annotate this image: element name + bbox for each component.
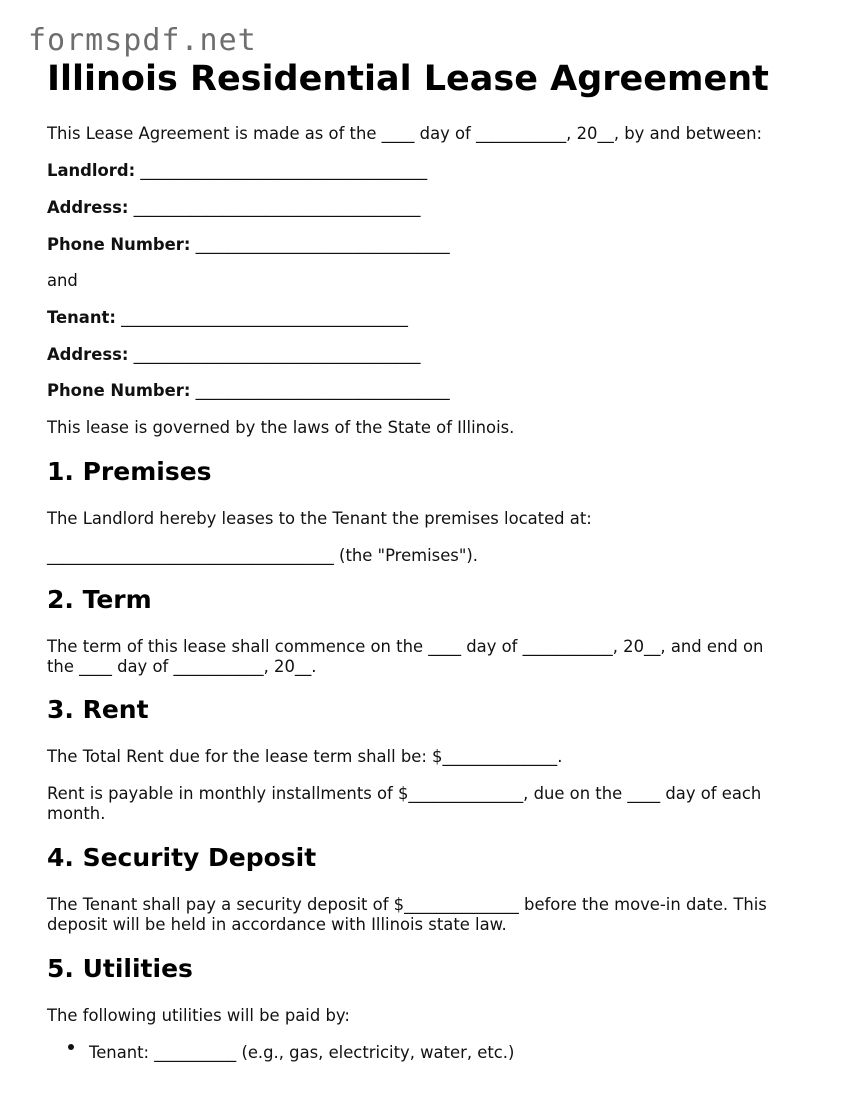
- term-text: The term of this lease shall commence on the ____ day of ___________, 20__, and end on the ____ day of ___________, 20__.: [47, 637, 764, 676]
- governing-law-text: This lease is governed by the laws of the State of Illinois.: [47, 418, 515, 437]
- landlord-address-blank[interactable]: ___________________________________: [133, 198, 421, 217]
- rent-total-text: The Total Rent due for the lease term shall be: $______________.: [47, 747, 563, 766]
- rent-heading: 3. Rent: [47, 695, 149, 724]
- landlord-address-line: [47, 198, 793, 218]
- rent-installments-text: Rent is payable in monthly installments of $______________, due on the ____ day of each month.: [47, 784, 762, 823]
- landlord-phone-blank[interactable]: _______________________________: [195, 235, 450, 254]
- utilities-text: The following utilities will be paid by:: [47, 1006, 350, 1025]
- tenant-address-blank[interactable]: ___________________________________: [133, 345, 421, 364]
- and-text: and: [47, 271, 78, 290]
- tenant-address-label: Address:: [47, 345, 129, 364]
- document-title: Illinois Residential Lease Agreement: [47, 59, 769, 99]
- landlord-phone-label: Phone Number:: [47, 235, 191, 254]
- utilities-heading: 5. Utilities: [47, 954, 193, 983]
- landlord-name-blank[interactable]: ___________________________________: [140, 161, 428, 180]
- tenant-name-blank[interactable]: ___________________________________: [121, 308, 408, 327]
- landlord-address-label: Address:: [47, 198, 129, 217]
- tenant-name-line: [47, 308, 793, 328]
- landlord-name-label: Landlord:: [47, 161, 136, 180]
- security-deposit-heading: 4. Security Deposit: [47, 843, 317, 872]
- intro-text: This Lease Agreement is made as of the ____ day of ___________, 20__, by and between:: [47, 124, 763, 143]
- landlord-phone-line: [47, 235, 793, 255]
- landlord-name-line: [47, 161, 793, 181]
- premises-text: The Landlord hereby leases to the Tenant the premises located at:: [47, 509, 592, 528]
- bullet-icon: [68, 1044, 74, 1050]
- tenant-phone-blank[interactable]: _______________________________: [195, 381, 450, 400]
- tenant-name-label: Tenant:: [47, 308, 116, 327]
- term-heading: 2. Term: [47, 585, 152, 614]
- tenant-address-line: [47, 345, 793, 365]
- security-deposit-text: The Tenant shall pay a security deposit of $______________ before the move-in date. This deposit will be held in accordance with Illinois state law.: [47, 895, 767, 934]
- utilities-list-item: Tenant: __________ (e.g., gas, electricity, water, etc.): [89, 1043, 515, 1062]
- premises-heading: 1. Premises: [47, 457, 212, 486]
- tenant-phone-line: [47, 381, 793, 401]
- tenant-phone-label: Phone Number:: [47, 381, 191, 400]
- premises-address-line: ___________________________________ (the "Premises").: [47, 546, 478, 565]
- watermark-logo: formspdf.net: [28, 23, 257, 58]
